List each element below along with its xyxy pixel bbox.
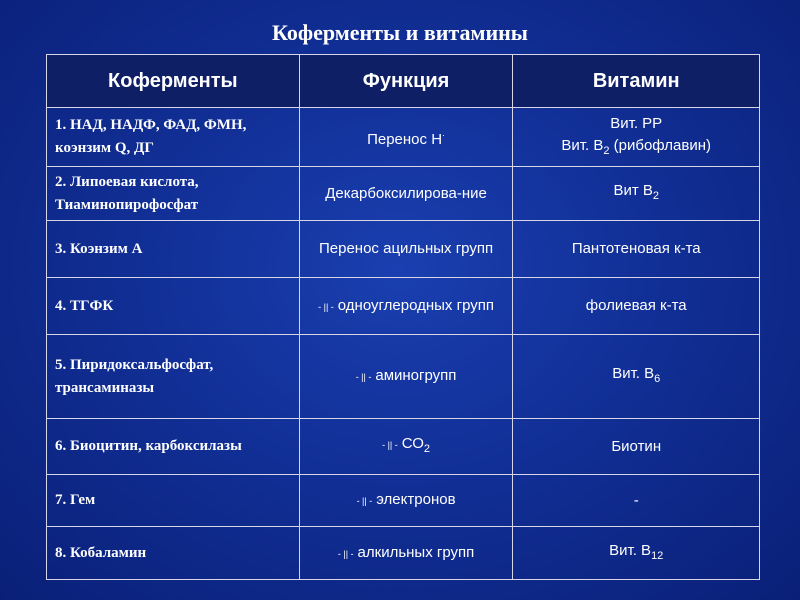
vitamin-cell: - (513, 475, 760, 527)
vitamin-cell: Пантотеновая к-та (513, 221, 760, 278)
table-row (47, 475, 760, 527)
vitamin-subscript: 2 (603, 144, 610, 157)
function-cell: - || - одноуглеродных групп (299, 278, 513, 335)
coenzymes-table (46, 54, 760, 580)
function-cell: Перенос Н· (299, 108, 513, 167)
ditto-mark: - || - (356, 496, 373, 506)
ditto-mark: - || - (337, 548, 354, 559)
vitamin-cell: Вит. $В_6$ (513, 335, 760, 419)
function-superscript: · (442, 129, 446, 140)
function-cell: - || - $СО_2$ (299, 419, 513, 475)
table-row (47, 167, 760, 221)
function-cell: - || - аминогрупп (299, 335, 513, 419)
vitamin-line-1: Вит. РР (610, 114, 663, 132)
coenzyme-name: 3. Коэнзим А (47, 221, 300, 278)
vitamin-cell: Биотин (513, 419, 760, 475)
function-cell: - || - электронов (299, 475, 513, 527)
coenzyme-name: 6. Биоцитин, карбоксилазы (47, 419, 300, 475)
slide-title: Коферменты и витамины (272, 20, 528, 45)
table-row (47, 419, 760, 475)
ditto-mark: - || - (318, 301, 334, 312)
table-row (47, 278, 760, 335)
coenzyme-name: 7. Гем (47, 475, 300, 527)
table-row (47, 335, 760, 419)
ditto-mark: - || - (382, 440, 398, 450)
header-vitamins: Витамин (513, 55, 760, 108)
header-coenzymes: Коферменты (47, 55, 300, 108)
ditto-mark: - || - (355, 372, 372, 382)
vitamin-line-2: Вит. $В_2$ (рибофлавин) (561, 136, 712, 157)
vitamin-subscript: 2 (652, 190, 659, 202)
table-row (47, 221, 760, 278)
vitamin-cell (513, 108, 760, 167)
table-row (47, 108, 760, 167)
vitamin-subscript: 12 (651, 549, 664, 562)
function-cell: - || - алкильных групп (299, 527, 513, 580)
function-cell: Перенос ацильных групп (299, 221, 513, 278)
coenzyme-name: 5. Пиридоксальфосфат, трансаминазы (47, 335, 300, 419)
function-subscript: 2 (423, 443, 431, 455)
table-row (47, 527, 760, 580)
header-function: Функция (299, 55, 513, 108)
header-row (47, 55, 760, 108)
vitamin-cell: Вит $В_2$ (513, 167, 760, 221)
vitamin-cell: Вит. $В_{12}$ (513, 527, 760, 580)
coenzyme-name: 8. Кобаламин (47, 527, 300, 580)
coenzyme-name: 4. ТГФК (47, 278, 300, 335)
coenzyme-name: 2. Липоевая кислота, Тиаминопирофосфат (47, 167, 300, 221)
vitamin-subscript: 6 (654, 373, 661, 385)
vitamin-cell: фолиевая к-та (513, 278, 760, 335)
coenzyme-name: 1. НАД, НАДФ, ФАД, ФМН, коэнзим Q, ДГ (47, 108, 300, 167)
function-cell: Декарбоксилирова-ние (299, 167, 513, 221)
